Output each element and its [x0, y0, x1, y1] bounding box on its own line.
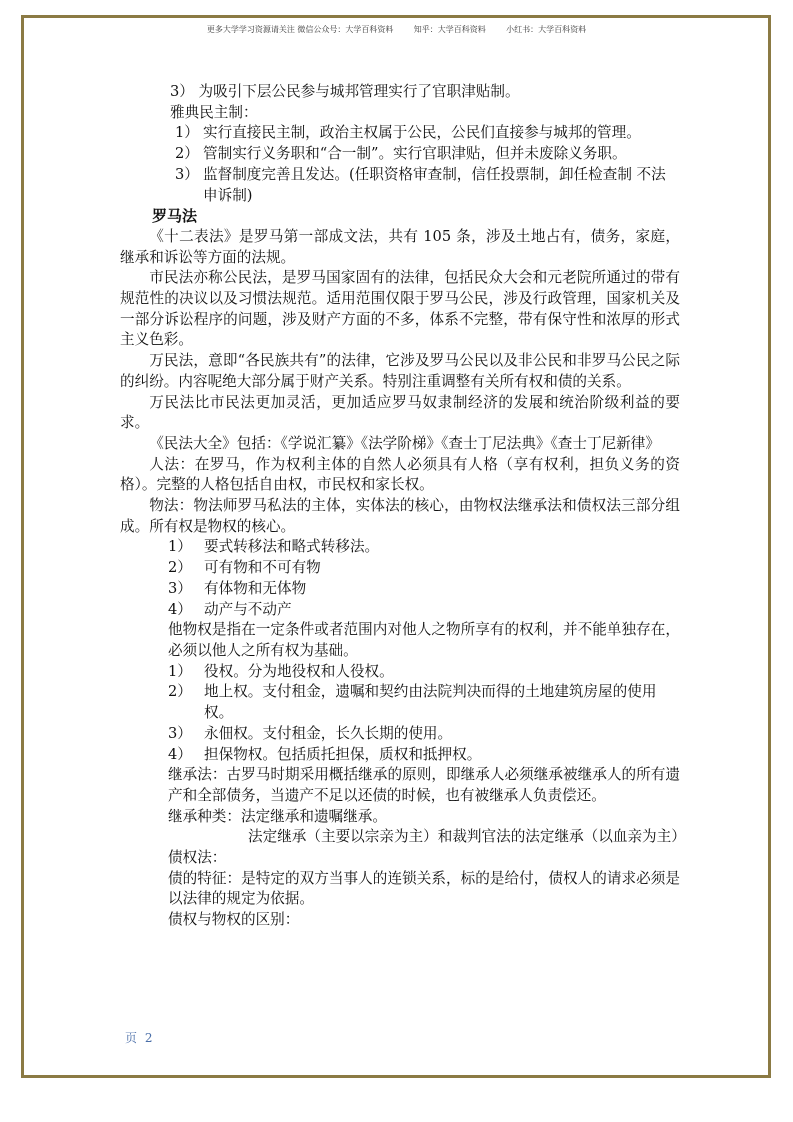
list-item — [120, 537, 680, 558]
section-heading: 罗马法 — [152, 207, 198, 226]
paragraph: 市民法亦称公民法，是罗马国家固有的法律，包括民众大会和元老院所通过的带有规范性的决议以及习惯法规范。适用范围仅限于罗马公民，涉及行政管理，国家机关及一部分诉讼程序的问题，涉及财产方面的不多，体系不完整，带有保守性和浓厚的形式主义色彩。 — [120, 269, 680, 349]
list-text: 担保物权。包括质托担保，质权和抵押权。 — [204, 745, 482, 763]
paragraph: 雅典民主制： — [170, 103, 258, 121]
list-item — [120, 123, 680, 144]
list-text: 永佃权。支付租金，长久长期的使用。 — [204, 724, 453, 742]
list-number: 4） — [168, 745, 192, 763]
paragraph: 法定继承（主要以宗亲为主）和裁判官法的法定继承（以血亲为主） — [248, 828, 686, 846]
list-text: 要式转移法和略式转移法。 — [204, 538, 380, 556]
list-text: 役权。分为地役权和人役权。 — [204, 662, 394, 680]
paragraph: 3） 为吸引下层公民参与城邦管理实行了官职津贴制。 — [170, 83, 520, 100]
list-text: 监督制度完善且发达。(任职资格审查制，信任投票制，卸任检查制 不法申诉制) — [203, 165, 666, 204]
list-item — [120, 600, 680, 621]
list-number: 3） — [168, 579, 192, 597]
list-item — [120, 165, 680, 206]
list-number: 1） — [168, 662, 192, 680]
list-number: 3） — [168, 724, 192, 742]
list-text: 地上权。支付租金，遗嘱和契约由法院判决而得的土地建筑房屋的使用权。 — [204, 683, 657, 722]
paragraph: 《十二表法》是罗马第一部成文法，共有 105 条，涉及土地占有，债务，家庭，继承和诉讼等方面的法规。 — [120, 227, 680, 266]
paragraph: 债权法： — [168, 849, 227, 867]
paragraph: 万民法，意即“各民族共有”的法律，它涉及罗马公民以及非公民和非罗马公民之际的纠纷。内容呢绝大部分属于财产关系。特别注重调整有关所有权和债的关系。 — [120, 352, 680, 390]
page-number: 页 2 — [125, 1031, 155, 1045]
paragraph: 物法：物法师罗马私法的主体，实体法的核心，由物权法继承法和债权法三部分组成。所有权是物权的核心。 — [120, 497, 680, 535]
list-number: 1） — [175, 124, 199, 142]
list-text: 有体物和无体物 — [204, 579, 307, 597]
paragraph: 他物权是指在一定条件或者范围内对他人之物所享有的权利，并不能单独存在，必须以他人之所有权为基础。 — [168, 621, 680, 659]
list-number: 2） — [168, 559, 192, 577]
document-body — [120, 82, 686, 931]
list-item — [120, 144, 680, 165]
list-item — [120, 579, 680, 600]
paragraph: 万民法比市民法更加灵活，更加适应罗马奴隶制经济的发展和统治阶级利益的要求。 — [120, 393, 680, 432]
list-item — [120, 745, 680, 766]
page-header: 更多大学学习资源请关注 微信公众号：大学百科资料 知乎：大学百科资料 小红书：大学百科资料 — [206, 25, 587, 34]
list-number: 2） — [168, 683, 192, 701]
list-item — [120, 558, 680, 579]
paragraph: 继承法：古罗马时期采用概括继承的原则，即继承人必须继承被继承人的所有遗产和全部债务，当遗产不足以还债的时候，也有被继承人负责偿还。 — [168, 766, 680, 804]
list-text: 管制实行义务职和“合一制”。实行官职津贴，但并未废除义务职。 — [203, 145, 627, 163]
list-text: 实行直接民主制，政治主权属于公民，公民们直接参与城邦的管理。 — [203, 124, 641, 142]
list-number: 3） — [175, 165, 199, 183]
list-text: 可有物和不可有物 — [204, 559, 321, 577]
paragraph: 债权与物权的区别： — [168, 911, 300, 929]
list-number: 4） — [168, 600, 192, 618]
list-item — [120, 724, 680, 745]
list-number: 2） — [175, 145, 199, 163]
list-item — [120, 662, 680, 683]
list-item — [120, 682, 680, 723]
list-text: 动产与不动产 — [204, 600, 292, 618]
paragraph: 继承种类：法定继承和遗嘱继承。 — [168, 807, 387, 825]
paragraph: 《民法大全》包括：《学说汇纂》《法学阶梯》《查士丁尼法典》《查士丁尼新律》 — [149, 434, 660, 452]
paragraph: 债的特征：是特定的双方当事人的连锁关系，标的是给付，债权人的请求必须是以法律的规定为依据。 — [168, 869, 680, 908]
list-number: 1） — [168, 538, 192, 556]
paragraph: 人法：在罗马，作为权利主体的自然人必须具有人格（享有权利，担负义务的资格）。完整的人格包括自由权，市民权和家长权。 — [120, 455, 680, 494]
